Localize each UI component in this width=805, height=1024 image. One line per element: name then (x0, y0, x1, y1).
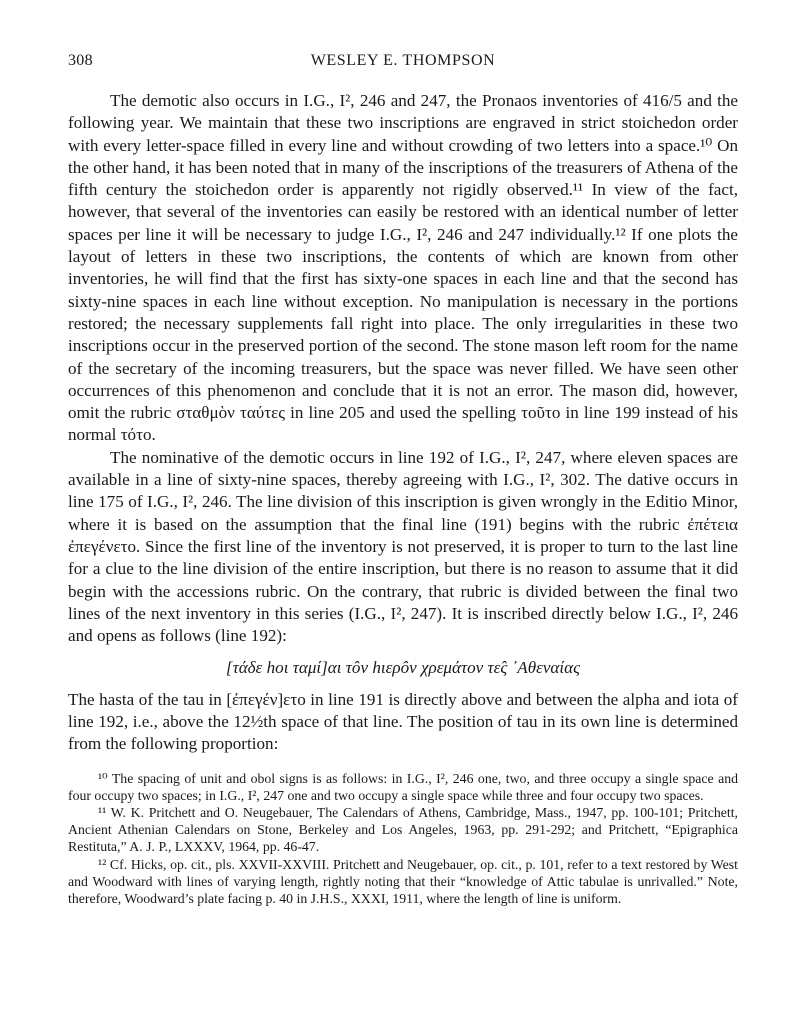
page-header (68, 52, 738, 76)
paragraph: The hasta of the tau in [ἐπεγέν]ετο in line 191 is directly above and between the alpha and iota of line 192, i.e., above the 12½th space of that line. The position of tau in its own line is determined from the following proportion: (68, 689, 738, 754)
footnotes (68, 770, 738, 908)
paragraph: The nominative of the demotic occurs in line 192 of I.G., I², 247, where eleven spaces are available in a line of sixty-nine spaces, thereby agreeing with I.G., I², 302. The dative occurs in line 175 of I.G., I², 246. The line division of this inscription is given wrongly in the Editio Minor, where it is based on the assumption that the final line (191) begins with the rubric ἐπέτεια ἐπεγένετο. Since the first line of the inventory is not preserved, it is proper to turn to the last line for a clue to the line division of the entire inscription, but there is no reason to assume that it did begin with the accessions rubric. On the contrary, that rubric is divided between the final two lines of the next inventory in this series (I.G., I², 247). It is inscribed directly below I.G., I², 246 and opens as follows (line 192): (68, 447, 738, 646)
main-text (68, 90, 738, 756)
page-number: 308 (68, 52, 93, 69)
page (68, 52, 738, 907)
footnote-12: ¹² Cf. Hicks, op. cit., pls. XXVII-XXVIII. Pritchett and Neugebauer, op. cit., p. 101, refer to a text restored by West and Woodward with lines of varying length, rightly noting that their “knowledge of Attic tabulae is unrivalled.” Note, therefore, Woodward’s plate facing p. 40 in J.H.S., XXXI, 1911, where the length of line is uniform. (68, 856, 738, 907)
footnote-10: ¹⁰ The spacing of unit and obol signs is as follows: in I.G., I², 246 one, two, and three occupy a single space and four occupy two spaces; in I.G., I², 247 one and two occupy a single space while three and four occupy two spaces. (68, 770, 738, 803)
greek-quotation: [τάδε hοι ταμί]αι τôν hιερôν χρεμάτον τε̂ς ᾿Αθεναίας (225, 658, 581, 678)
running-title: WESLEY E. THOMPSON (310, 52, 496, 69)
footnote-11: ¹¹ W. K. Pritchett and O. Neugebauer, The Calendars of Athens, Cambridge, Mass., 1947, pp. 100-101; Pritchett, Ancient Athenian Calendars on Stone, Berkeley and Los Angeles, 1963, pp. 291-292; and Pritchett, “Epigraphica Restituta,” A. J. P., LXXXV, 1964, pp. 46-47. (68, 805, 738, 855)
paragraph: The demotic also occurs in I.G., I², 246 and 247, the Pronaos inventories of 416/5 and the following year. We maintain that these two inscriptions are engraved in strict stoichedon order with every letter-space filled in every line and without crowding of two letters into a space.¹⁰ On the other hand, it has been noted that in many of the inscriptions of the treasurers of Athena of the fifth century the stoichedon order is apparently not rigidly observed.¹¹ In view of the fact, however, that several of the inventories can easily be restored with an identical number of letter spaces per line it will be necessary to judge I.G., I², 246 and 247 individually.¹² If one plots the layout of letters in these two inscriptions, the contents of which are known from other inventories, he will find that the first has sixty-one spaces in each line and that the second has sixty-nine spaces in each line without exception. No manipulation is necessary in the portions restored; the necessary supplements fall right into place. The only irregularities in these two inscriptions occur in the preserved portion of the second. The stone mason left room for the name of the secretary of the incoming treasurers, but the space was never filled. We have seen other occurrences of this phenomenon and conclude that it is not an error. The mason did, however, omit the rubric σταθμὸν ταύτες in line 205 and used the spelling τοῦτο in line 199 instead of his normal τότο. (68, 91, 738, 445)
